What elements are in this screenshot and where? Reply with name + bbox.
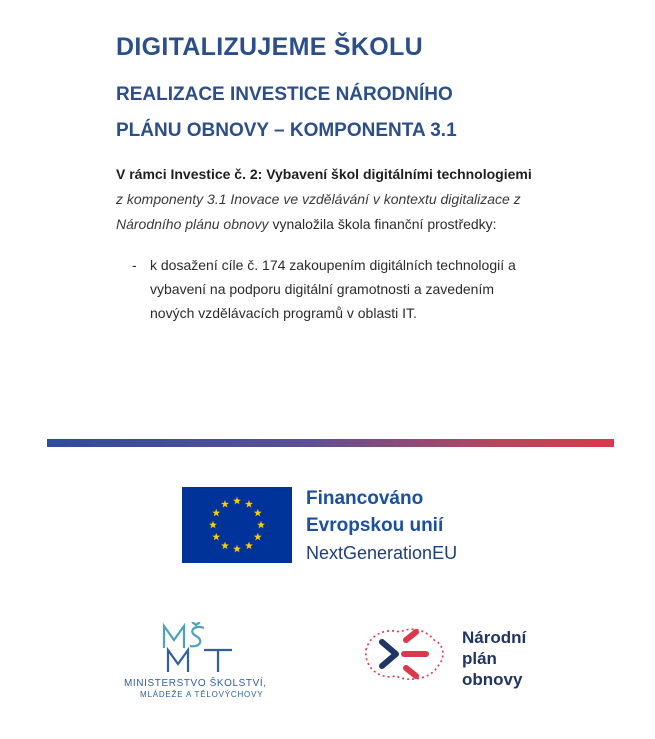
bullet-line-3: nových vzdělávacích programů v oblasti IT. [150, 305, 417, 321]
page-title: DIGITALIZUJEME ŠKOLU [116, 33, 423, 61]
npo-name-line-2: plán [462, 649, 497, 668]
eu-flag-icon [182, 487, 292, 563]
eu-funded-line-2: Evropskou unií [306, 515, 444, 536]
bullet-line-2: vybavení na podporu digitální gramotnosti a zavedením [150, 281, 494, 297]
body-line-3 [116, 216, 497, 232]
npo-name-line-3: obnovy [462, 670, 523, 689]
body-line-2: z komponenty 3.1 Inovace ve vzdělávání v kontextu digitalizace z [116, 191, 521, 207]
npo-name-line-1: Národní [462, 628, 527, 647]
msmt-name-line-2: MLÁDEŽE A TĚLOVÝCHOVY [140, 690, 264, 699]
msmt-name-line-1: MINISTERSTVO ŠKOLSTVÍ, [124, 678, 267, 689]
msmt-logo-icon [160, 622, 240, 676]
bullet-line-1: k dosažení cíle č. 174 zakoupením digitálních technologií a [150, 257, 516, 273]
subtitle-line-2: PLÁNU OBNOVY – KOMPONENTA 3.1 [116, 120, 457, 141]
body-line-3-rest: vynaložila škola finanční prostředky: [268, 216, 497, 232]
eu-funded-line-1: Financováno [306, 488, 424, 509]
bullet-dash: - [132, 257, 137, 273]
lead-sentence: V rámci Investice č. 2: Vybavení škol digitálními technologiemi [116, 166, 532, 182]
subtitle-line-1: REALIZACE INVESTICE NÁRODNÍHO [116, 84, 453, 105]
body-line-3-italic: Národního plánu obnovy [116, 216, 269, 232]
gradient-divider [47, 439, 614, 447]
npo-logo-icon [360, 620, 450, 690]
eu-funded-line-3: NextGenerationEU [306, 543, 458, 563]
